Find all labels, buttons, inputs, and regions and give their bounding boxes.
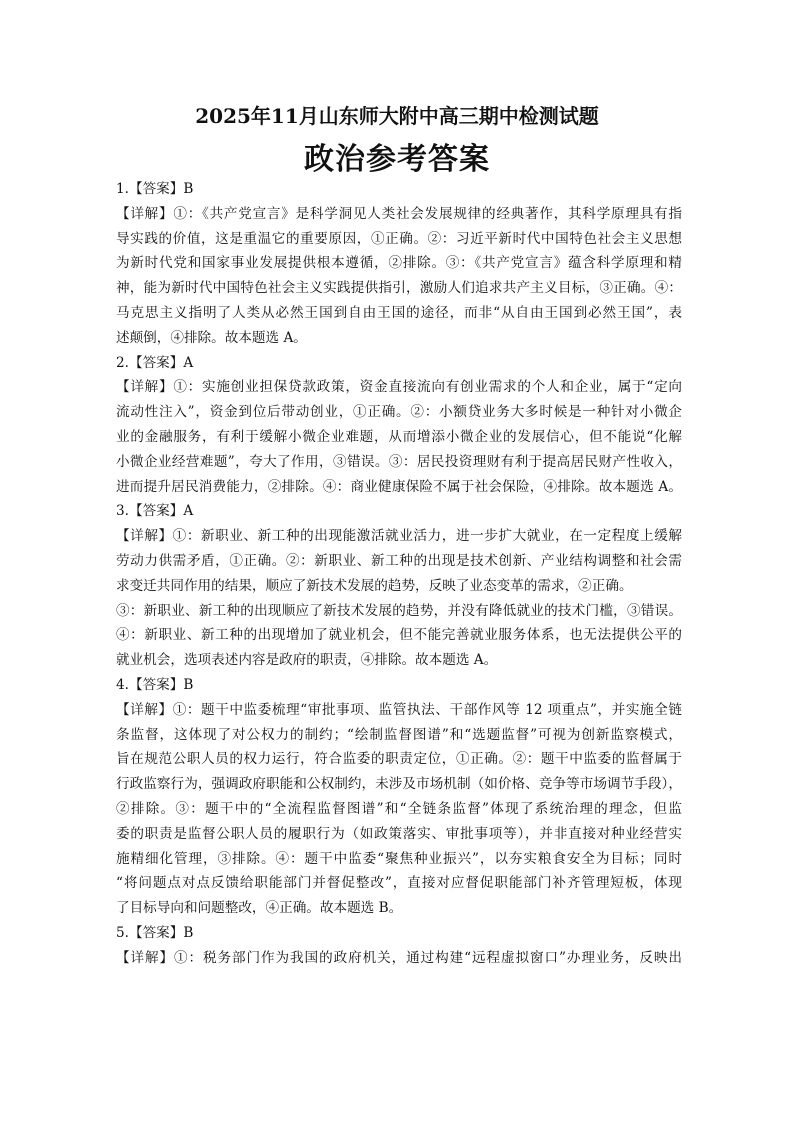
text-line: ③：新职业、新工种的出现顺应了新技术发展的趋势，并没有降低就业的技术门槛，③错误。 xyxy=(116,602,682,619)
text-line: 进而提升居民消费能力，②排除。④：商业健康保险不属于社会保险，④排除。故本题选 A。 xyxy=(116,478,682,495)
answer-content xyxy=(116,177,682,971)
text-line: 施精细化管理，③排除。④：题干中监委“聚焦种业振兴”，以夯实粮食安全为目标；同时 xyxy=(116,850,682,867)
text-line: 【详解】①：新职业、新工种的出现能激活就业活力，进一步扩大就业，在一定程度上缓解 xyxy=(116,528,682,545)
text-line: 流动性注入”，资金到位后带动创业，①正确。②：小额贷业务大多时候是一种针对小微企 xyxy=(116,404,682,421)
text-line: “将问题点对点反馈给职能部门并督促整改”，直接对应督促职能部门补齐管理短板，体现 xyxy=(116,875,682,892)
text-line: 导实践的价值，这是重温它的重要原因，①正确。②：习近平新时代中国特色社会主义思想 xyxy=(116,230,682,247)
text-line: 求变迁共同作用的结果，顺应了新技术发展的趋势，反映了业态变革的需求，②正确。 xyxy=(116,577,633,594)
text-line: 【详解】①：《共产党宣言》是科学洞见人类社会发展规律的经典著作，其科学原理具有指 xyxy=(116,205,682,222)
text-line: 为新时代党和国家事业发展提供根本遵循，②排除。③：《共产党宣言》蕴含科学原理和精 xyxy=(116,255,682,272)
text-line: 委的职责是监督公职人员的履职行为（如政策落实、审批事项等），并非直接对种业经营实 xyxy=(116,825,682,842)
text-line: 业的金融服务，有利于缓解小微企业难题，从而增添小微企业的发展信心，但不能说“化解 xyxy=(116,428,682,445)
text-line: ④：新职业、新工种的出现增加了就业机会，但不能完善就业服务体系，也无法提供公平的 xyxy=(116,627,682,644)
text-line: 4.【答案】B xyxy=(116,676,194,693)
text-line: 旨在规范公职人员的权力运行，符合监委的职责定位，①正确。②：题干中监委的监督属于 xyxy=(116,751,682,768)
text-line: 3.【答案】A xyxy=(116,503,194,520)
text-line: 【详解】①：实施创业担保贷款政策，资金直接流向有创业需求的个人和企业，属于“定向 xyxy=(116,379,682,396)
text-line: 5.【答案】B xyxy=(116,924,194,941)
text-line: 行政监察行为，强调政府职能和公权制约，未涉及市场机制（如价格、竞争等市场调节手段）， xyxy=(116,776,682,793)
text-line: ②排除。③：题干中的“全流程监督图谱”和“全链条监督”体现了系统治理的理念，但监 xyxy=(116,800,682,817)
text-line: 马克思主义指明了人类从必然王国到自由王国的途径，而非“从自由王国到必然王国”，表 xyxy=(116,304,682,321)
text-line: 1.【答案】B xyxy=(116,181,194,197)
text-line: 条监督，这体现了对公权力的制约；“绘制监督图谱”和“选题监督”可视为创新监察模式， xyxy=(116,726,682,743)
document-subtitle: 政治参考答案 xyxy=(304,142,490,177)
text-line: 【详解】①：税务部门作为我国的政府机关，通过构建“远程虚拟窗口”办理业务，反映出 xyxy=(116,949,682,966)
text-line: 小微企业经营难题”，夸大了作用，③错误。③：居民投资理财有利于提高居民财产性收入， xyxy=(116,453,682,470)
text-line: 神，能为新时代中国特色社会主义实践提供指引，激励人们追求共产主义目标，③正确。④： xyxy=(116,280,682,297)
document-title: 2025年11月山东师大附中高三期中检测试题 xyxy=(195,104,599,128)
text-line: 劳动力供需矛盾，①正确。②：新职业、新工种的出现是技术创新、产业结构调整和社会需 xyxy=(116,552,682,569)
text-line: 【详解】①：题干中监委梳理“审批事项、监管执法、干部作风等 12 项重点”，并实施全链 xyxy=(116,701,682,718)
text-line: 就业机会，选项表述内容是政府的职责，④排除。故本题选 A。 xyxy=(116,652,498,669)
text-line: 了目标导向和问题整改，④正确。故本题选 B。 xyxy=(116,900,403,917)
text-line: 2.【答案】A xyxy=(116,354,194,371)
text-line: 述颠倒，④排除。故本题选 A。 xyxy=(116,329,307,346)
